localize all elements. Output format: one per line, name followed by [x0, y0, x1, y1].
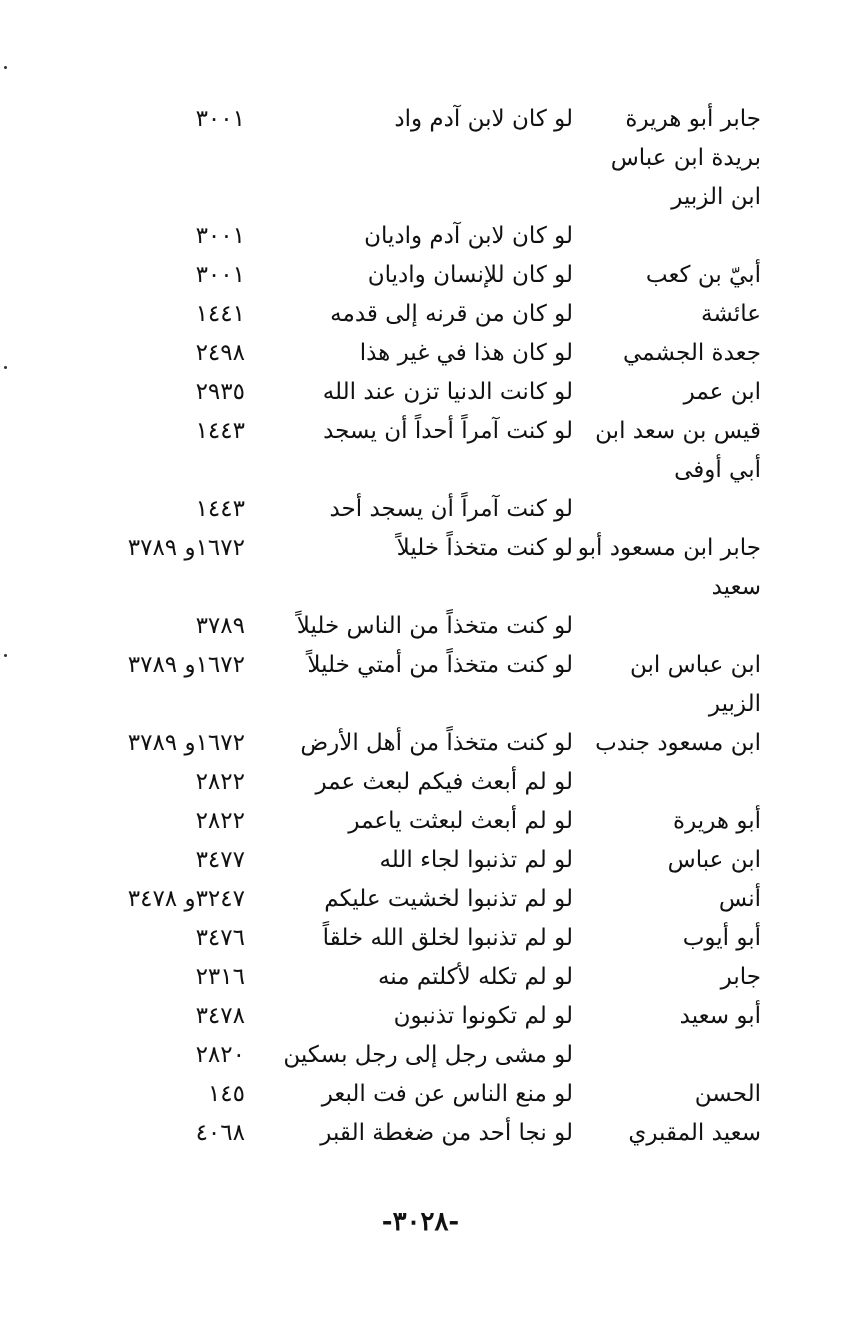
reference-number-cell: ٣٢٤٧و ٣٤٧٨ [127, 886, 245, 912]
narrator-cell: سعيد المقبري [628, 1120, 761, 1146]
narrator-cell: ابن الزبير [671, 184, 761, 210]
narrator-cell: الزبير [708, 691, 761, 717]
index-row [0, 256, 841, 295]
index-row [0, 607, 841, 646]
index-row [0, 490, 841, 529]
reference-number-cell: ٢٤٩٨ [195, 340, 245, 366]
reference-number-cell: ١٤٤٣ [195, 496, 245, 522]
hadith-cell: لو مشى رجل إلى رجل بسكين [283, 1042, 573, 1068]
index-row [0, 334, 841, 373]
hadith-cell: لو لم تكله لأكلتم منه [377, 964, 573, 990]
hadith-cell: لو كان لابن آدم واد [394, 106, 573, 132]
reference-number-cell: ٣٤٧٦ [195, 925, 245, 951]
hadith-cell: لو لم تذنبوا لخشيت عليكم [324, 886, 573, 912]
hadith-cell: لو لم تذنبوا لخلق الله خلقاً [322, 925, 573, 951]
narrator-cell: عائشة [701, 301, 761, 327]
index-row [0, 802, 841, 841]
narrator-cell: أبو سعيد [679, 1003, 761, 1029]
hadith-cell: لو نجا أحد من ضغطة القبر [320, 1120, 573, 1146]
reference-number-cell: ١٤٤٣ [195, 418, 245, 444]
hadith-cell: لو كنت متخذاً من أهل الأرض [300, 730, 573, 756]
index-row [0, 139, 841, 178]
reference-number-cell: ٣٠٠١ [195, 106, 245, 132]
hadith-cell: لو كانت الدنيا تزن عند الله [322, 379, 573, 405]
hadith-cell: لو كنت آمراً أحداً أن يسجد [323, 418, 573, 444]
narrator-cell: ابن مسعود جندب [595, 730, 761, 756]
narrator-cell: ابن عباس [667, 847, 761, 873]
narrator-cell: جعدة الجشمي [623, 340, 761, 366]
index-row [0, 958, 841, 997]
reference-number-cell: ٢٨٢٠ [195, 1042, 245, 1068]
index-row [0, 217, 841, 256]
hadith-cell: لو كان للإنسان واديان [367, 262, 573, 288]
reference-number-cell: ١٤٤١ [195, 301, 245, 327]
narrator-cell: أبو هريرة [673, 808, 761, 834]
narrator-cell: أبي أوفى [674, 457, 761, 483]
index-row [0, 412, 841, 451]
index-row [0, 724, 841, 763]
reference-number-cell: ٣٠٠١ [195, 262, 245, 288]
index-row [0, 997, 841, 1036]
reference-number-cell: ٢٨٢٢ [195, 808, 245, 834]
narrator-cell: أنس [718, 886, 761, 912]
index-row [0, 178, 841, 217]
hadith-cell: لو لم تذنبوا لجاء الله [379, 847, 573, 873]
index-table [0, 100, 841, 1153]
index-row [0, 568, 841, 607]
hadith-cell: لو كنت آمراً أن يسجد أحد [329, 496, 573, 522]
narrator-cell: ابن عباس ابن [630, 652, 761, 678]
narrator-cell: جابر أبو هريرة [625, 106, 761, 132]
index-row [0, 646, 841, 685]
reference-number-cell: ٢٨٢٢ [195, 769, 245, 795]
hadith-cell: لو لم أبعث فيكم لبعث عمر [315, 769, 573, 795]
index-row [0, 1114, 841, 1153]
narrator-cell: الحسن [694, 1081, 761, 1107]
reference-number-cell: ٢٣١٦ [195, 964, 245, 990]
index-row [0, 451, 841, 490]
index-row [0, 295, 841, 334]
hadith-cell: لو منع الناس عن فت البعر [321, 1081, 573, 1107]
reference-number-cell: ٣٧٨٩ [195, 613, 245, 639]
narrator-cell: أبيّ بن كعب [645, 262, 761, 288]
reference-number-cell: ٤٠٦٨ [195, 1120, 245, 1146]
reference-number-cell: ٣٤٧٨ [195, 1003, 245, 1029]
narrator-cell: سعيد [711, 574, 761, 600]
index-row [0, 841, 841, 880]
index-row [0, 880, 841, 919]
reference-number-cell: ١٦٧٢و ٣٧٨٩ [127, 730, 245, 756]
index-row [0, 919, 841, 958]
index-row [0, 529, 841, 568]
narrator-cell: جابر [720, 964, 761, 990]
hadith-cell: لو كنت متخذاً خليلاً [396, 535, 573, 561]
index-row [0, 1036, 841, 1075]
index-row [0, 1075, 841, 1114]
index-row [0, 685, 841, 724]
hadith-cell: لو كان لابن آدم واديان [364, 223, 573, 249]
reference-number-cell: ١٦٧٢و ٣٧٨٩ [127, 535, 245, 561]
index-row [0, 373, 841, 412]
page-speck [4, 66, 7, 69]
index-row [0, 100, 841, 139]
reference-number-cell: ١٤٥ [207, 1081, 245, 1107]
reference-number-cell: ٢٩٣٥ [195, 379, 245, 405]
narrator-cell: أبو أيوب [682, 925, 761, 951]
narrator-cell: بريدة ابن عباس [610, 145, 761, 171]
index-row [0, 763, 841, 802]
hadith-cell: لو كنت متخذاً من الناس خليلاً [296, 613, 573, 639]
page-number: -٣٠٢٨- [381, 1207, 460, 1237]
reference-number-cell: ٣٤٧٧ [195, 847, 245, 873]
narrator-cell: ابن عمر [683, 379, 761, 405]
narrator-cell: جابر ابن مسعود أبو [577, 535, 761, 561]
reference-number-cell: ٣٠٠١ [195, 223, 245, 249]
hadith-cell: لو كان هذا في غير هذا [359, 340, 573, 366]
narrator-cell: قيس بن سعد ابن [595, 418, 761, 444]
hadith-cell: لو كنت متخذاً من أمتي خليلاً [307, 652, 573, 678]
hadith-cell: لو لم تكونوا تذنبون [393, 1003, 573, 1029]
hadith-cell: لو لم أبعث لبعثت ياعمر [348, 808, 573, 834]
hadith-cell: لو كان من قرنه إلى قدمه [330, 301, 573, 327]
reference-number-cell: ١٦٧٢و ٣٧٨٩ [127, 652, 245, 678]
